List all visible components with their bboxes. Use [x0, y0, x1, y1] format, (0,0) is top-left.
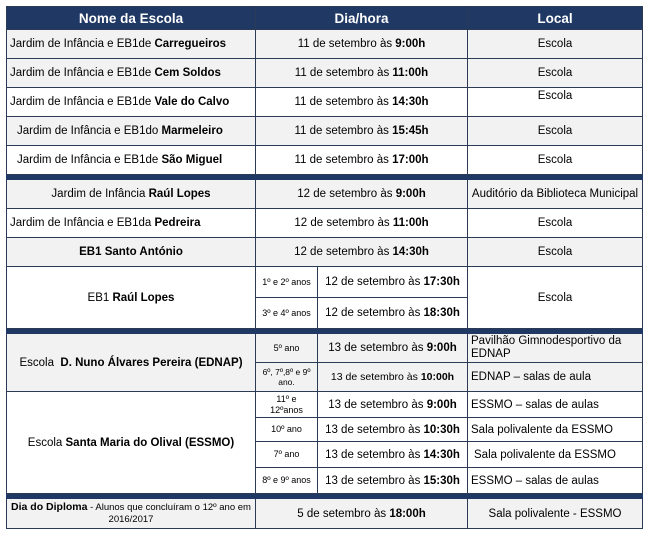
datetime-cell: [256, 59, 468, 88]
datetime-cell: [318, 267, 468, 298]
date-text: 11 de setembro às: [294, 96, 393, 108]
time-text: 9:00h: [426, 342, 457, 354]
year-cell: 6º, 7º,8º e 9º ano.: [256, 363, 318, 392]
header-school: Nome da Escola: [7, 7, 256, 30]
school-prefix: Jardim de Infância e EB1de: [10, 96, 155, 108]
school-cell: [7, 59, 256, 88]
year-cell: 5º ano: [256, 334, 318, 363]
date-text: 11 de setembro às: [294, 154, 393, 166]
table-row: [7, 392, 643, 418]
year-cell: 8º e 9º anos: [256, 468, 318, 494]
datetime-cell: [318, 442, 468, 468]
table-row: [7, 334, 643, 363]
time-text: 10:30h: [423, 423, 460, 436]
place-cell: Pavilhão Gimnodesportivo da EDNAP: [468, 334, 643, 363]
diploma-title: Dia do Diploma: [11, 501, 88, 513]
school-prefix: Jardim de Infância e EB1de: [10, 38, 155, 50]
place-cell: Escola: [468, 117, 643, 146]
table-row: [7, 30, 643, 59]
header-datetime: Dia/hora: [256, 7, 468, 30]
table-row: [7, 267, 643, 298]
place-cell: ESSMO – salas de aulas: [468, 392, 643, 418]
schedule-table: [6, 6, 643, 529]
time-text: 15:45h: [392, 125, 429, 137]
date-text: 12 de setembro às: [297, 188, 396, 200]
school-name: São Miguel: [161, 154, 223, 166]
time-text: 9:00h: [395, 38, 426, 50]
school-name: EB1 Santo António: [79, 246, 183, 258]
place-cell: Sala polivalente da ESSMO: [468, 442, 643, 468]
time-text: 18:00h: [389, 507, 426, 520]
date-text: 11 de setembro às: [294, 125, 393, 137]
table-row: [7, 209, 643, 238]
school-cell: [7, 499, 256, 529]
school-prefix: EB1: [87, 291, 113, 304]
time-text: 15:30h: [423, 474, 460, 487]
school-prefix: Jardim de Infância e EB1de: [10, 67, 155, 79]
school-cell: [7, 146, 256, 175]
datetime-cell: [318, 418, 468, 442]
time-text: 14:30h: [392, 246, 429, 258]
place-cell: Escola: [468, 209, 643, 238]
school-cell: [7, 392, 256, 494]
place-cell: EDNAP – salas de aula: [468, 363, 643, 392]
datetime-cell: [256, 499, 468, 529]
datetime-cell: [256, 146, 468, 175]
date-text: 12 de setembro às: [294, 246, 393, 258]
place-cell: ESSMO – salas de aulas: [468, 468, 643, 494]
table-row: [7, 238, 643, 267]
time-text: 18:30h: [423, 307, 460, 319]
date-text: 13 de setembro às: [325, 448, 424, 461]
date-text: 11 de setembro às: [297, 38, 396, 50]
school-name: Santa Maria do Olival (ESSMO): [65, 436, 235, 449]
place-cell: Escola: [468, 88, 643, 117]
school-prefix: Jardim de Infância: [51, 188, 149, 200]
place-cell: Escola: [468, 146, 643, 175]
place-cell: Escola: [468, 267, 643, 329]
school-prefix: Jardim de Infância e EB1de: [17, 154, 162, 166]
school-prefix: Jardim de Infância e EB1da: [10, 217, 155, 229]
table-row: [7, 88, 643, 117]
time-text: 17:00h: [392, 154, 429, 166]
school-cell: [7, 267, 256, 329]
table-row: [7, 499, 643, 529]
date-text: 11 de setembro às: [294, 67, 393, 79]
datetime-cell: [256, 117, 468, 146]
place-cell: Escola: [468, 30, 643, 59]
school-cell: [7, 180, 256, 209]
school-name: D. Nuno Álvares Pereira (EDNAP): [60, 356, 243, 369]
school-prefix: Jardim de Infância e EB1do: [17, 125, 162, 137]
datetime-cell: [256, 180, 468, 209]
school-cell: [7, 209, 256, 238]
table-row: [7, 59, 643, 88]
header-row: [7, 7, 643, 30]
datetime-cell: [318, 392, 468, 418]
diploma-desc: - Alunos que concluíram o 12º ano em 2016/2017: [87, 502, 251, 525]
school-name: Raúl Lopes: [112, 291, 175, 304]
date-text: 13 de setembro às: [325, 474, 424, 487]
school-cell: [7, 88, 256, 117]
year-cell: 7º ano: [256, 442, 318, 468]
school-prefix: Escola: [27, 436, 66, 449]
datetime-cell: [318, 298, 468, 329]
datetime-cell: [318, 363, 468, 392]
school-cell: [7, 334, 256, 392]
date-text: 12 de setembro às: [325, 307, 424, 319]
place-cell: Escola: [468, 238, 643, 267]
datetime-cell: [256, 88, 468, 117]
date-text: 5 de setembro às: [297, 507, 390, 520]
datetime-cell: [256, 209, 468, 238]
datetime-cell: [256, 238, 468, 267]
school-prefix: Escola: [19, 356, 61, 369]
time-text: 11:00h: [392, 67, 429, 79]
datetime-cell: [318, 468, 468, 494]
time-text: 9:00h: [395, 188, 426, 200]
school-cell: [7, 117, 256, 146]
table-row: [7, 117, 643, 146]
place-cell: Sala polivalente - ESSMO: [468, 499, 643, 529]
date-text: 12 de setembro às: [325, 276, 424, 288]
year-cell: 3º e 4º anos: [256, 298, 318, 329]
school-name: Pedreira: [154, 217, 201, 229]
year-cell: 1º e 2º anos: [256, 267, 318, 298]
time-text: 10:00h: [420, 371, 455, 383]
date-text: 13 de setembro às: [328, 342, 427, 354]
table-row: [7, 180, 643, 209]
date-text: 13 de setembro às: [330, 371, 421, 383]
school-name: Raúl Lopes: [148, 188, 211, 200]
datetime-cell: [318, 334, 468, 363]
time-text: 11:00h: [392, 217, 429, 229]
time-text: 9:00h: [426, 398, 457, 411]
place-cell: Sala polivalente da ESSMO: [468, 418, 643, 442]
school-name: Carregueiros: [154, 38, 227, 50]
time-text: 14:30h: [392, 96, 429, 108]
school-cell: [7, 30, 256, 59]
date-text: 13 de setembro às: [328, 398, 427, 411]
header-place: Local: [468, 7, 643, 30]
time-text: 17:30h: [423, 276, 460, 288]
date-text: 12 de setembro às: [294, 217, 393, 229]
date-text: 13 de setembro às: [325, 423, 424, 436]
place-cell: Escola: [468, 59, 643, 88]
school-name: Cem Soldos: [154, 67, 221, 79]
table-row: [7, 146, 643, 175]
datetime-cell: [256, 30, 468, 59]
school-name: Vale do Calvo: [154, 96, 230, 108]
time-text: 14:30h: [423, 448, 460, 461]
year-cell: 10º ano: [256, 418, 318, 442]
place-cell: Auditório da Biblioteca Municipal: [468, 180, 643, 209]
year-cell: 11º e 12ºanos: [256, 392, 318, 418]
school-name: Marmeleiro: [161, 125, 223, 137]
school-cell: [7, 238, 256, 267]
